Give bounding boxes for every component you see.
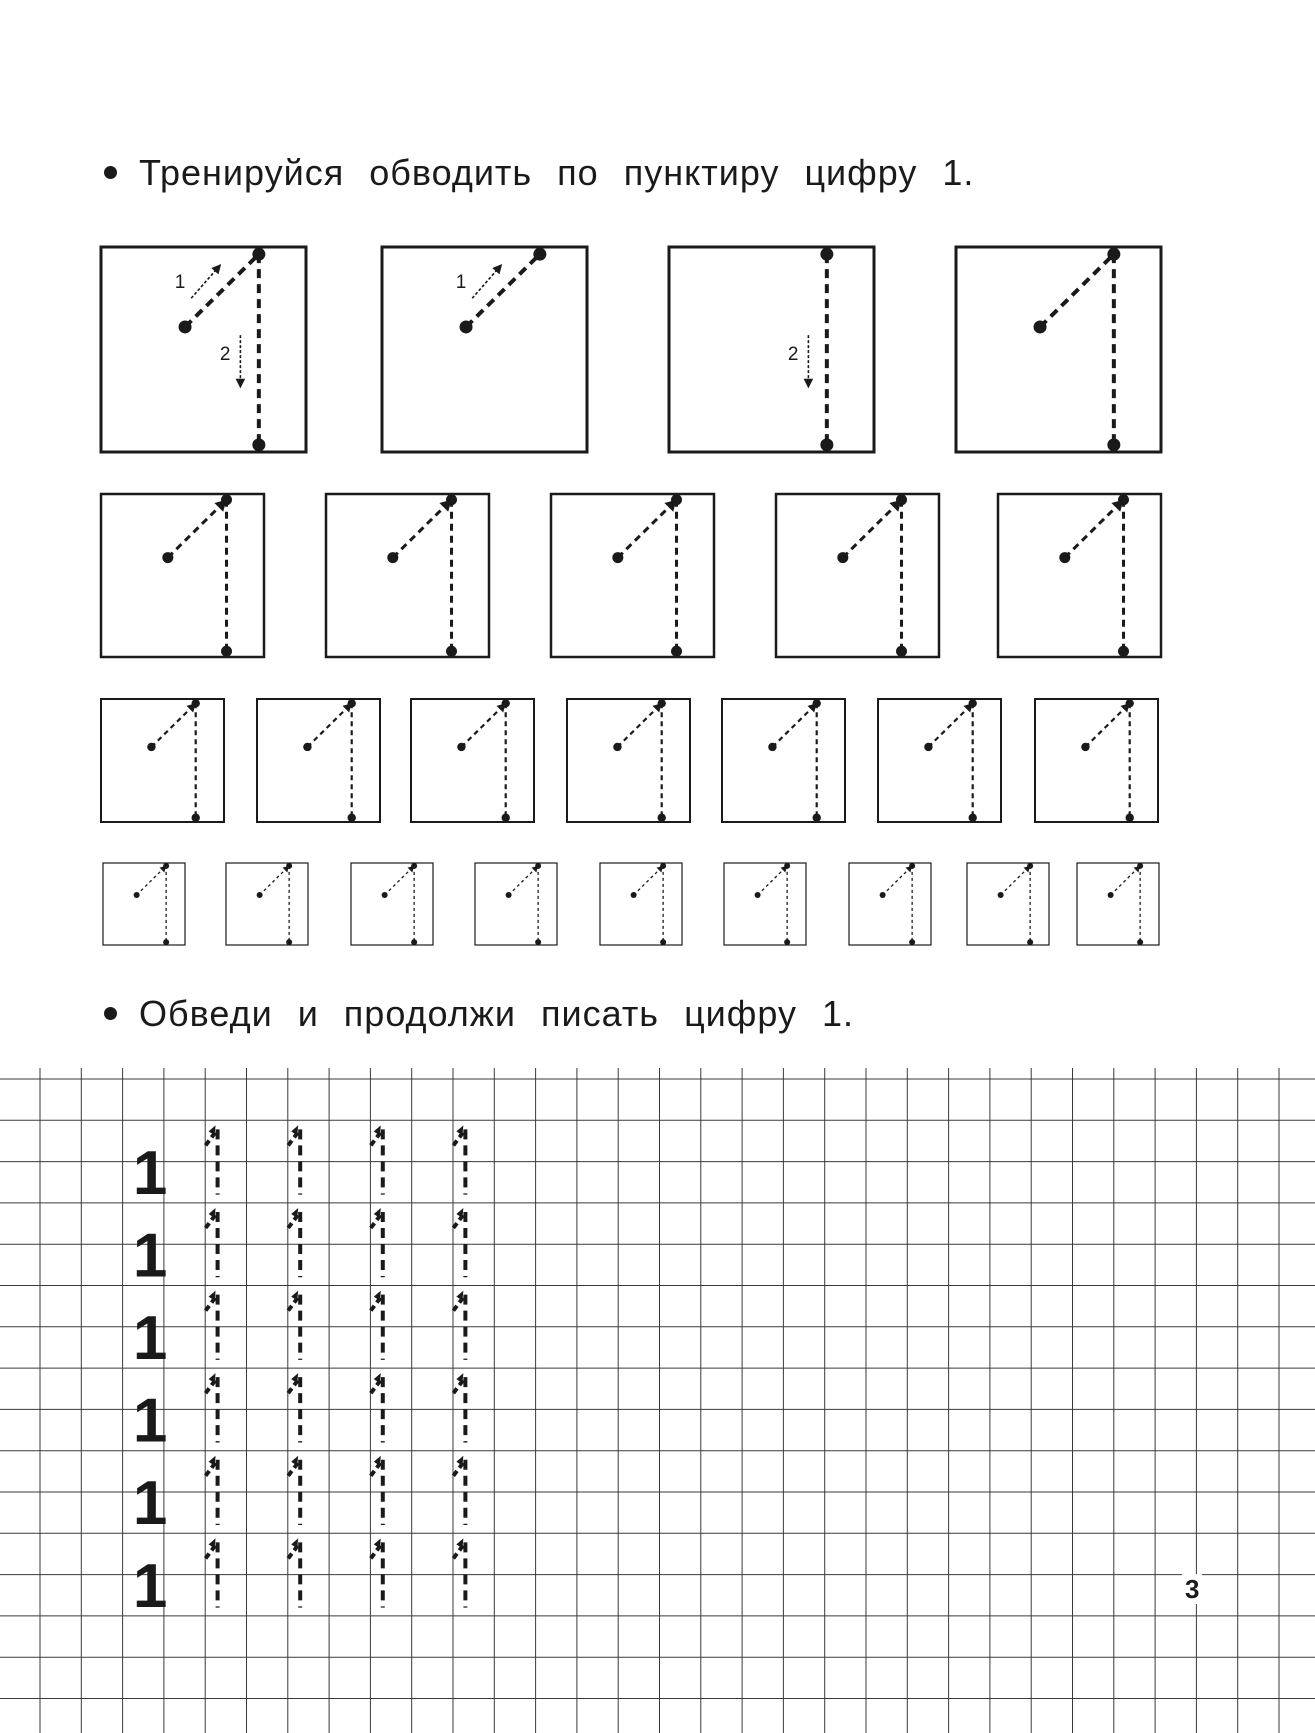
start-dot — [837, 552, 848, 563]
arrow-head-icon — [439, 500, 451, 512]
dashed-stroke-diagonal — [928, 703, 972, 747]
dashed-stroke-diagonal — [260, 866, 290, 895]
dashed-digit — [288, 1125, 300, 1194]
end-dot — [286, 939, 292, 945]
dashed-stroke-diagonal — [509, 866, 539, 895]
tracing-box — [411, 699, 534, 822]
arrow-head-icon — [1024, 866, 1031, 873]
start-dot — [631, 892, 637, 898]
dashed-stroke-diagonal — [185, 254, 259, 327]
dashed-digit — [371, 1456, 383, 1525]
tracing-box — [669, 247, 874, 452]
start-dot — [1034, 320, 1047, 333]
end-dot — [969, 813, 977, 821]
tracing-box — [878, 699, 1001, 822]
dashed-digit — [288, 1456, 300, 1525]
tracing-box — [551, 494, 714, 657]
tracing-box — [351, 863, 433, 945]
grid-lines — [0, 1068, 1315, 1733]
arrow-head-icon — [283, 866, 290, 873]
tracing-box — [724, 863, 806, 945]
box-frame — [351, 863, 433, 945]
stroke-number-2: 2 — [219, 343, 231, 365]
sample-digit: 1 — [132, 1469, 168, 1539]
box-frame — [1077, 863, 1159, 945]
end-dot — [1118, 646, 1129, 657]
start-dot — [257, 892, 263, 898]
dashed-digit — [371, 1125, 383, 1194]
end-dot — [446, 646, 457, 657]
top-dot — [820, 248, 833, 261]
box-frame — [257, 699, 380, 822]
tracing-row-small — [101, 699, 1158, 822]
dashed-stroke-diagonal — [634, 866, 664, 895]
dashed-stroke-diagonal — [393, 500, 452, 558]
box-frame — [956, 247, 1161, 452]
dashed-digit — [453, 1538, 465, 1607]
dashed-stroke-diagonal — [1085, 703, 1129, 747]
end-dot — [660, 939, 666, 945]
start-dot — [612, 552, 623, 563]
end-dot — [896, 646, 907, 657]
end-dot — [820, 438, 833, 451]
box-frame — [776, 494, 939, 657]
box-frame — [103, 863, 185, 945]
tracing-box — [776, 494, 939, 657]
end-dot — [813, 813, 821, 821]
start-dot — [768, 743, 776, 751]
box-frame — [101, 247, 306, 452]
dashed-digit — [206, 1456, 218, 1525]
box-frame — [326, 494, 489, 657]
tracing-box — [101, 699, 224, 822]
sample-digit: 1 — [132, 1386, 168, 1456]
stroke-number-1: 1 — [174, 272, 186, 293]
dashed-digit — [288, 1538, 300, 1607]
arrow-head-icon — [652, 703, 661, 712]
dashed-stroke-diagonal — [151, 703, 195, 747]
tracing-box — [257, 699, 380, 822]
dashed-stroke-diagonal — [168, 500, 227, 558]
box-frame — [878, 699, 1001, 822]
end-dot — [348, 813, 356, 821]
dashed-stroke-diagonal — [1001, 866, 1031, 895]
box-frame — [567, 699, 690, 822]
start-dot — [880, 892, 886, 898]
arrow-head-icon — [889, 500, 901, 512]
arrow-head-icon — [532, 866, 539, 873]
dashed-digit — [371, 1538, 383, 1607]
box-frame — [1035, 699, 1158, 822]
arrow-head-icon — [1134, 866, 1141, 873]
top-dot — [252, 248, 265, 261]
writing-grid[interactable] — [0, 1068, 1315, 1733]
start-dot — [147, 743, 155, 751]
start-dot — [303, 743, 311, 751]
tracing-box — [849, 863, 931, 945]
box-frame — [669, 247, 874, 452]
start-dot — [179, 320, 192, 333]
sample-digit: 1 — [132, 1551, 168, 1621]
tracing-box — [967, 863, 1049, 945]
dashed-digit — [453, 1291, 465, 1360]
end-dot — [163, 939, 169, 945]
box-frame — [600, 863, 682, 945]
tracing-box — [1035, 699, 1158, 822]
end-dot — [221, 646, 232, 657]
end-dot — [1107, 438, 1120, 451]
box-frame — [722, 699, 845, 822]
arrow-head-icon — [1111, 500, 1123, 512]
box-frame — [411, 699, 534, 822]
tracing-row-tiny — [103, 863, 1159, 945]
tracing-row-medium — [101, 494, 1161, 657]
arrow-head-icon — [1120, 703, 1129, 712]
arrow-head-icon — [906, 866, 913, 873]
end-dot — [535, 939, 541, 945]
arrow-head-icon — [186, 703, 195, 712]
arrow-head-icon — [963, 703, 972, 712]
end-dot — [252, 438, 265, 451]
end-dot — [502, 813, 510, 821]
arrow-head-icon — [408, 866, 415, 873]
arrow-head-icon — [781, 866, 788, 873]
arrow-head-icon — [807, 703, 816, 712]
arrow-head-icon — [214, 500, 226, 512]
tracing-box — [567, 699, 690, 822]
start-dot — [755, 892, 761, 898]
end-dot — [784, 939, 790, 945]
dashed-digit — [453, 1208, 465, 1277]
direction-arrow-1-icon — [191, 265, 220, 298]
dashed-stroke-diagonal — [137, 866, 167, 895]
end-dot — [1137, 939, 1143, 945]
tracing-box — [475, 863, 557, 945]
box-frame — [967, 863, 1049, 945]
box-frame — [849, 863, 931, 945]
start-dot — [162, 552, 173, 563]
sample-digit: 1 — [132, 1138, 168, 1208]
dashed-digit — [288, 1208, 300, 1277]
start-dot — [506, 892, 512, 898]
arrow-head-icon — [160, 866, 167, 873]
trace-instruction-text: Тренируйся обводить по пунктиру цифру 1. — [139, 152, 975, 193]
tracing-box — [226, 863, 308, 945]
dashed-digit — [371, 1373, 383, 1442]
arrow-head-icon — [496, 703, 505, 712]
dashed-digit — [371, 1291, 383, 1360]
tracing-box — [722, 699, 845, 822]
dashed-stroke-diagonal — [617, 703, 661, 747]
dashed-digit — [371, 1208, 383, 1277]
start-dot — [382, 892, 388, 898]
dashed-stroke-diagonal — [461, 703, 505, 747]
grid-digits — [133, 1125, 465, 1620]
start-dot — [1059, 552, 1070, 563]
sample-digit: 1 — [132, 1304, 168, 1374]
dashed-stroke-diagonal — [385, 866, 415, 895]
box-frame — [998, 494, 1161, 657]
tracing-box — [326, 494, 489, 657]
stroke-number-2: 2 — [787, 343, 799, 365]
write-instruction-text: Обведи и продолжи писать цифру 1. — [139, 993, 855, 1034]
start-dot — [1108, 892, 1114, 898]
dashed-stroke-diagonal — [1065, 500, 1124, 558]
tracing-box — [103, 863, 185, 945]
start-dot — [1081, 743, 1089, 751]
dashed-stroke-diagonal — [307, 703, 351, 747]
start-dot — [134, 892, 140, 898]
dashed-digit — [288, 1291, 300, 1360]
dashed-digit — [453, 1373, 465, 1442]
dashed-digit — [206, 1208, 218, 1277]
tracing-box — [101, 247, 306, 452]
stroke-number-1: 1 — [455, 272, 467, 293]
dashed-digit — [453, 1456, 465, 1525]
box-frame — [226, 863, 308, 945]
dashed-stroke-diagonal — [843, 500, 902, 558]
end-dot — [658, 813, 666, 821]
dashed-stroke-diagonal — [1040, 254, 1114, 327]
tracing-box — [101, 494, 264, 657]
start-dot — [460, 320, 473, 333]
write-instruction — [104, 993, 854, 1035]
tracing-box — [998, 494, 1161, 657]
arrow-head-icon — [342, 703, 351, 712]
box-frame — [101, 699, 224, 822]
box-frame — [475, 863, 557, 945]
dashed-stroke-diagonal — [772, 703, 816, 747]
end-dot — [1126, 813, 1134, 821]
tracing-box — [600, 863, 682, 945]
sample-digit: 1 — [132, 1221, 168, 1291]
arrow-head-icon — [657, 866, 664, 873]
dashed-stroke-diagonal — [883, 866, 913, 895]
dashed-digit — [288, 1373, 300, 1442]
page-number: 3 — [1182, 1574, 1202, 1604]
tracing-box — [1077, 863, 1159, 945]
dashed-stroke-diagonal — [1111, 866, 1141, 895]
start-dot — [457, 743, 465, 751]
start-dot — [387, 552, 398, 563]
dashed-digit — [206, 1373, 218, 1442]
end-dot — [1027, 939, 1033, 945]
box-frame — [724, 863, 806, 945]
start-dot — [613, 743, 621, 751]
start-dot — [998, 892, 1004, 898]
box-frame — [551, 494, 714, 657]
dashed-stroke-diagonal — [758, 866, 788, 895]
end-dot — [671, 646, 682, 657]
dashed-digit — [453, 1125, 465, 1194]
arrow-head-icon — [664, 500, 676, 512]
dashed-digit — [206, 1291, 218, 1360]
tracing-row-large — [101, 247, 1161, 452]
box-frame — [382, 247, 587, 452]
tracing-box — [382, 247, 587, 452]
start-dot — [924, 743, 932, 751]
top-dot — [1107, 248, 1120, 261]
direction-arrow-1-icon — [472, 265, 501, 298]
dashed-stroke-diagonal — [618, 500, 677, 558]
end-dot — [411, 939, 417, 945]
dashed-stroke-diagonal — [466, 254, 540, 327]
end-dot — [909, 939, 915, 945]
box-frame — [101, 494, 264, 657]
tracing-box — [956, 247, 1161, 452]
dashed-digit — [206, 1125, 218, 1194]
bullet-icon — [104, 1007, 117, 1020]
dashed-digit — [206, 1538, 218, 1607]
top-dot — [533, 248, 546, 261]
end-dot — [192, 813, 200, 821]
